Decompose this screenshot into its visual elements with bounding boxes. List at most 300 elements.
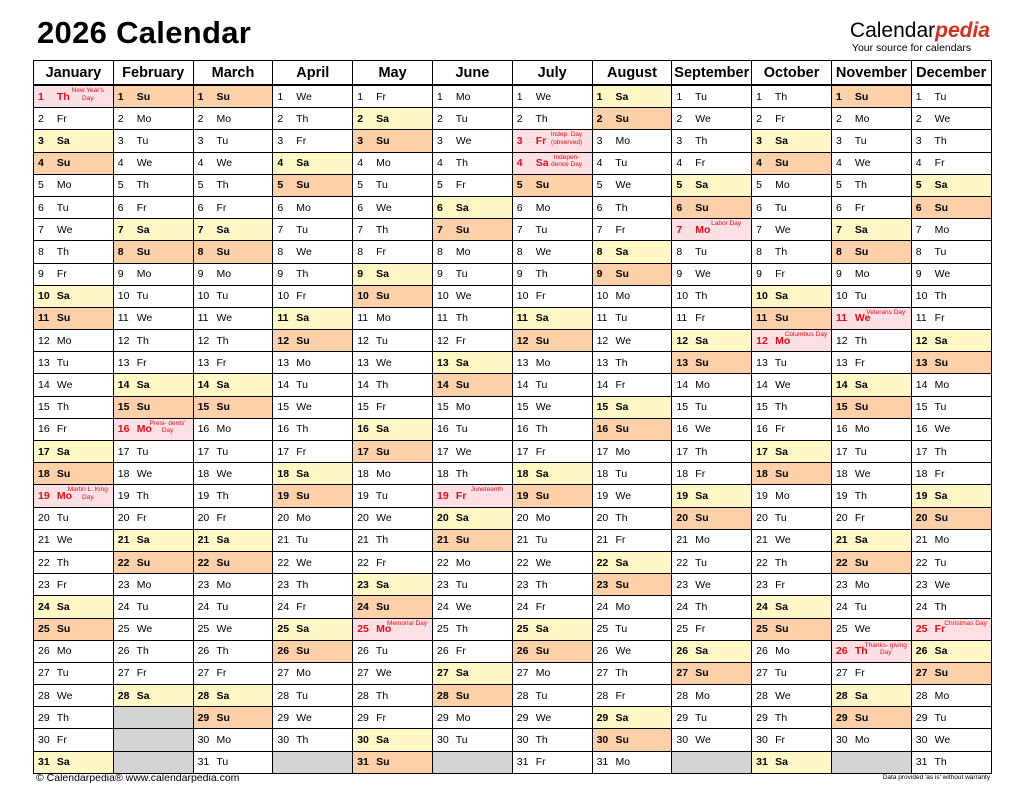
day-cell[interactable] xyxy=(831,640,911,662)
day-cell[interactable] xyxy=(432,574,512,596)
day-cell[interactable] xyxy=(592,729,672,751)
day-cell[interactable] xyxy=(752,729,832,751)
day-cell[interactable] xyxy=(273,174,353,196)
day-cell[interactable] xyxy=(911,285,991,307)
day-cell[interactable] xyxy=(193,396,273,418)
day-cell[interactable] xyxy=(512,507,592,529)
day-cell[interactable] xyxy=(432,618,512,640)
day-cell[interactable] xyxy=(752,574,832,596)
day-cell[interactable] xyxy=(353,418,433,440)
day-cell[interactable] xyxy=(592,241,672,263)
day-cell[interactable] xyxy=(831,707,911,729)
day-cell[interactable] xyxy=(432,396,512,418)
day-cell[interactable] xyxy=(592,551,672,573)
day-cell[interactable] xyxy=(831,196,911,218)
day-cell[interactable] xyxy=(592,640,672,662)
day-cell[interactable] xyxy=(34,374,114,396)
day-cell[interactable] xyxy=(752,174,832,196)
day-cell[interactable] xyxy=(34,529,114,551)
day-cell[interactable] xyxy=(353,219,433,241)
day-cell[interactable] xyxy=(34,330,114,352)
day-cell[interactable] xyxy=(672,108,752,130)
day-cell[interactable] xyxy=(193,374,273,396)
day-cell[interactable] xyxy=(193,463,273,485)
day-cell[interactable] xyxy=(193,307,273,329)
day-cell[interactable] xyxy=(273,441,353,463)
day-cell[interactable] xyxy=(34,196,114,218)
day-cell[interactable] xyxy=(432,441,512,463)
day-cell[interactable] xyxy=(911,574,991,596)
day-cell[interactable] xyxy=(752,662,832,684)
day-cell[interactable] xyxy=(911,396,991,418)
day-cell[interactable] xyxy=(911,751,991,773)
day-cell[interactable] xyxy=(831,485,911,507)
day-cell[interactable] xyxy=(592,152,672,174)
day-cell[interactable] xyxy=(113,330,193,352)
day-cell[interactable] xyxy=(193,330,273,352)
day-cell[interactable] xyxy=(353,130,433,152)
day-cell[interactable] xyxy=(193,574,273,596)
day-cell[interactable] xyxy=(432,330,512,352)
day-cell[interactable] xyxy=(672,685,752,707)
day-cell[interactable] xyxy=(592,662,672,684)
day-cell[interactable] xyxy=(34,85,114,108)
day-cell[interactable] xyxy=(672,285,752,307)
day-cell[interactable] xyxy=(831,352,911,374)
day-cell[interactable] xyxy=(752,418,832,440)
day-cell[interactable] xyxy=(831,285,911,307)
day-cell[interactable] xyxy=(193,219,273,241)
day-cell[interactable] xyxy=(752,441,832,463)
day-cell[interactable] xyxy=(113,307,193,329)
day-cell[interactable] xyxy=(831,551,911,573)
day-cell[interactable] xyxy=(911,618,991,640)
day-cell[interactable] xyxy=(672,374,752,396)
day-cell[interactable] xyxy=(752,596,832,618)
day-cell[interactable] xyxy=(113,263,193,285)
day-cell[interactable] xyxy=(193,130,273,152)
day-cell[interactable] xyxy=(273,463,353,485)
day-cell[interactable] xyxy=(752,108,832,130)
day-cell[interactable] xyxy=(831,241,911,263)
day-cell[interactable] xyxy=(113,285,193,307)
day-cell[interactable] xyxy=(273,352,353,374)
day-cell[interactable] xyxy=(831,130,911,152)
day-cell[interactable] xyxy=(831,219,911,241)
day-cell[interactable] xyxy=(752,685,832,707)
day-cell[interactable] xyxy=(512,441,592,463)
day-cell[interactable] xyxy=(193,418,273,440)
day-cell[interactable] xyxy=(113,130,193,152)
day-cell[interactable] xyxy=(911,551,991,573)
day-cell[interactable] xyxy=(512,152,592,174)
day-cell[interactable] xyxy=(592,463,672,485)
day-cell[interactable] xyxy=(432,418,512,440)
day-cell[interactable] xyxy=(752,640,832,662)
day-cell[interactable] xyxy=(193,174,273,196)
day-cell[interactable] xyxy=(672,330,752,352)
day-cell[interactable] xyxy=(831,108,911,130)
day-cell[interactable] xyxy=(113,108,193,130)
day-cell[interactable] xyxy=(432,108,512,130)
day-cell[interactable] xyxy=(911,662,991,684)
day-cell[interactable] xyxy=(831,307,911,329)
day-cell[interactable] xyxy=(672,196,752,218)
day-cell[interactable] xyxy=(34,396,114,418)
day-cell[interactable] xyxy=(592,618,672,640)
day-cell[interactable] xyxy=(831,396,911,418)
day-cell[interactable] xyxy=(592,307,672,329)
day-cell[interactable] xyxy=(911,152,991,174)
day-cell[interactable] xyxy=(752,507,832,529)
day-cell[interactable] xyxy=(193,241,273,263)
day-cell[interactable] xyxy=(592,130,672,152)
day-cell[interactable] xyxy=(672,551,752,573)
day-cell[interactable] xyxy=(34,463,114,485)
day-cell[interactable] xyxy=(113,441,193,463)
day-cell[interactable] xyxy=(353,152,433,174)
day-cell[interactable] xyxy=(672,85,752,108)
day-cell[interactable] xyxy=(672,485,752,507)
day-cell[interactable] xyxy=(432,241,512,263)
day-cell[interactable] xyxy=(193,263,273,285)
day-cell[interactable] xyxy=(911,85,991,108)
day-cell[interactable] xyxy=(273,507,353,529)
day-cell[interactable] xyxy=(273,729,353,751)
day-cell[interactable] xyxy=(432,130,512,152)
day-cell[interactable] xyxy=(113,618,193,640)
day-cell[interactable] xyxy=(911,241,991,263)
day-cell[interactable] xyxy=(34,219,114,241)
day-cell[interactable] xyxy=(672,640,752,662)
day-cell[interactable] xyxy=(512,219,592,241)
day-cell[interactable] xyxy=(193,707,273,729)
day-cell[interactable] xyxy=(911,529,991,551)
day-cell[interactable] xyxy=(353,729,433,751)
day-cell[interactable] xyxy=(752,618,832,640)
day-cell[interactable] xyxy=(512,174,592,196)
day-cell[interactable] xyxy=(512,640,592,662)
day-cell[interactable] xyxy=(592,418,672,440)
day-cell[interactable] xyxy=(273,152,353,174)
day-cell[interactable] xyxy=(34,108,114,130)
day-cell[interactable] xyxy=(911,707,991,729)
day-cell[interactable] xyxy=(752,463,832,485)
day-cell[interactable] xyxy=(432,174,512,196)
day-cell[interactable] xyxy=(353,596,433,618)
day-cell[interactable] xyxy=(273,263,353,285)
day-cell[interactable] xyxy=(432,596,512,618)
day-cell[interactable] xyxy=(512,463,592,485)
day-cell[interactable] xyxy=(911,130,991,152)
day-cell[interactable] xyxy=(273,396,353,418)
day-cell[interactable] xyxy=(432,485,512,507)
day-cell[interactable] xyxy=(512,574,592,596)
day-cell[interactable] xyxy=(592,374,672,396)
day-cell[interactable] xyxy=(831,263,911,285)
day-cell[interactable] xyxy=(672,441,752,463)
day-cell[interactable] xyxy=(512,196,592,218)
day-cell[interactable] xyxy=(911,729,991,751)
day-cell[interactable] xyxy=(911,596,991,618)
day-cell[interactable] xyxy=(752,152,832,174)
day-cell[interactable] xyxy=(911,330,991,352)
day-cell[interactable] xyxy=(831,529,911,551)
day-cell[interactable] xyxy=(353,330,433,352)
day-cell[interactable] xyxy=(512,263,592,285)
day-cell[interactable] xyxy=(34,662,114,684)
day-cell[interactable] xyxy=(752,551,832,573)
day-cell[interactable] xyxy=(752,374,832,396)
day-cell[interactable] xyxy=(592,85,672,108)
day-cell[interactable] xyxy=(831,441,911,463)
day-cell[interactable] xyxy=(512,418,592,440)
day-cell[interactable] xyxy=(34,263,114,285)
day-cell[interactable] xyxy=(592,751,672,773)
day-cell[interactable] xyxy=(831,729,911,751)
day-cell[interactable] xyxy=(34,130,114,152)
day-cell[interactable] xyxy=(113,551,193,573)
day-cell[interactable] xyxy=(592,174,672,196)
day-cell[interactable] xyxy=(113,640,193,662)
day-cell[interactable] xyxy=(353,441,433,463)
day-cell[interactable] xyxy=(672,574,752,596)
day-cell[interactable] xyxy=(592,396,672,418)
day-cell[interactable] xyxy=(911,463,991,485)
day-cell[interactable] xyxy=(752,707,832,729)
day-cell[interactable] xyxy=(193,551,273,573)
day-cell[interactable] xyxy=(911,441,991,463)
day-cell[interactable] xyxy=(34,418,114,440)
day-cell[interactable] xyxy=(672,463,752,485)
day-cell[interactable] xyxy=(353,241,433,263)
day-cell[interactable] xyxy=(193,729,273,751)
day-cell[interactable] xyxy=(831,85,911,108)
day-cell[interactable] xyxy=(353,507,433,529)
day-cell[interactable] xyxy=(512,485,592,507)
day-cell[interactable] xyxy=(432,152,512,174)
day-cell[interactable] xyxy=(672,396,752,418)
day-cell[interactable] xyxy=(911,307,991,329)
day-cell[interactable] xyxy=(752,529,832,551)
day-cell[interactable] xyxy=(273,285,353,307)
day-cell[interactable] xyxy=(592,196,672,218)
day-cell[interactable] xyxy=(831,662,911,684)
day-cell[interactable] xyxy=(34,618,114,640)
day-cell[interactable] xyxy=(34,751,114,773)
day-cell[interactable] xyxy=(432,685,512,707)
day-cell[interactable] xyxy=(752,130,832,152)
day-cell[interactable] xyxy=(193,85,273,108)
day-cell[interactable] xyxy=(193,152,273,174)
day-cell[interactable] xyxy=(273,529,353,551)
day-cell[interactable] xyxy=(831,596,911,618)
day-cell[interactable] xyxy=(911,507,991,529)
day-cell[interactable] xyxy=(273,418,353,440)
day-cell[interactable] xyxy=(273,307,353,329)
day-cell[interactable] xyxy=(193,485,273,507)
day-cell[interactable] xyxy=(353,285,433,307)
day-cell[interactable] xyxy=(432,219,512,241)
day-cell[interactable] xyxy=(512,352,592,374)
day-cell[interactable] xyxy=(672,596,752,618)
day-cell[interactable] xyxy=(592,352,672,374)
day-cell[interactable] xyxy=(113,241,193,263)
day-cell[interactable] xyxy=(193,596,273,618)
day-cell[interactable] xyxy=(193,507,273,529)
day-cell[interactable] xyxy=(592,685,672,707)
day-cell[interactable] xyxy=(831,374,911,396)
day-cell[interactable] xyxy=(512,374,592,396)
day-cell[interactable] xyxy=(512,130,592,152)
day-cell[interactable] xyxy=(113,374,193,396)
day-cell[interactable] xyxy=(672,263,752,285)
day-cell[interactable] xyxy=(432,551,512,573)
day-cell[interactable] xyxy=(752,330,832,352)
day-cell[interactable] xyxy=(353,263,433,285)
day-cell[interactable] xyxy=(193,108,273,130)
day-cell[interactable] xyxy=(273,108,353,130)
day-cell[interactable] xyxy=(592,507,672,529)
day-cell[interactable] xyxy=(432,352,512,374)
day-cell[interactable] xyxy=(193,640,273,662)
day-cell[interactable] xyxy=(831,174,911,196)
day-cell[interactable] xyxy=(512,396,592,418)
day-cell[interactable] xyxy=(831,330,911,352)
day-cell[interactable] xyxy=(672,729,752,751)
day-cell[interactable] xyxy=(672,418,752,440)
day-cell[interactable] xyxy=(432,707,512,729)
day-cell[interactable] xyxy=(911,374,991,396)
day-cell[interactable] xyxy=(273,130,353,152)
day-cell[interactable] xyxy=(113,196,193,218)
day-cell[interactable] xyxy=(672,529,752,551)
day-cell[interactable] xyxy=(193,196,273,218)
day-cell[interactable] xyxy=(34,485,114,507)
day-cell[interactable] xyxy=(34,685,114,707)
day-cell[interactable] xyxy=(273,485,353,507)
day-cell[interactable] xyxy=(592,263,672,285)
day-cell[interactable] xyxy=(752,485,832,507)
day-cell[interactable] xyxy=(512,285,592,307)
day-cell[interactable] xyxy=(911,418,991,440)
day-cell[interactable] xyxy=(512,662,592,684)
day-cell[interactable] xyxy=(592,330,672,352)
day-cell[interactable] xyxy=(672,307,752,329)
day-cell[interactable] xyxy=(273,219,353,241)
day-cell[interactable] xyxy=(113,152,193,174)
day-cell[interactable] xyxy=(34,507,114,529)
day-cell[interactable] xyxy=(432,662,512,684)
day-cell[interactable] xyxy=(592,219,672,241)
day-cell[interactable] xyxy=(512,241,592,263)
day-cell[interactable] xyxy=(193,441,273,463)
day-cell[interactable] xyxy=(353,662,433,684)
day-cell[interactable] xyxy=(353,618,433,640)
day-cell[interactable] xyxy=(911,263,991,285)
day-cell[interactable] xyxy=(113,85,193,108)
day-cell[interactable] xyxy=(672,662,752,684)
day-cell[interactable] xyxy=(512,551,592,573)
day-cell[interactable] xyxy=(113,352,193,374)
day-cell[interactable] xyxy=(592,108,672,130)
day-cell[interactable] xyxy=(911,174,991,196)
day-cell[interactable] xyxy=(432,463,512,485)
day-cell[interactable] xyxy=(512,751,592,773)
day-cell[interactable] xyxy=(752,196,832,218)
day-cell[interactable] xyxy=(432,640,512,662)
day-cell[interactable] xyxy=(512,729,592,751)
day-cell[interactable] xyxy=(353,85,433,108)
day-cell[interactable] xyxy=(752,263,832,285)
day-cell[interactable] xyxy=(113,219,193,241)
day-cell[interactable] xyxy=(34,551,114,573)
day-cell[interactable] xyxy=(911,196,991,218)
day-cell[interactable] xyxy=(752,285,832,307)
day-cell[interactable] xyxy=(752,307,832,329)
day-cell[interactable] xyxy=(752,352,832,374)
day-cell[interactable] xyxy=(113,662,193,684)
day-cell[interactable] xyxy=(911,108,991,130)
day-cell[interactable] xyxy=(353,640,433,662)
day-cell[interactable] xyxy=(672,152,752,174)
day-cell[interactable] xyxy=(672,707,752,729)
day-cell[interactable] xyxy=(512,707,592,729)
day-cell[interactable] xyxy=(273,596,353,618)
day-cell[interactable] xyxy=(432,507,512,529)
day-cell[interactable] xyxy=(512,85,592,108)
day-cell[interactable] xyxy=(752,219,832,241)
day-cell[interactable] xyxy=(273,640,353,662)
day-cell[interactable] xyxy=(353,108,433,130)
day-cell[interactable] xyxy=(353,307,433,329)
day-cell[interactable] xyxy=(831,685,911,707)
day-cell[interactable] xyxy=(512,307,592,329)
day-cell[interactable] xyxy=(113,507,193,529)
day-cell[interactable] xyxy=(432,285,512,307)
day-cell[interactable] xyxy=(113,463,193,485)
day-cell[interactable] xyxy=(273,374,353,396)
day-cell[interactable] xyxy=(592,285,672,307)
day-cell[interactable] xyxy=(752,396,832,418)
day-cell[interactable] xyxy=(512,330,592,352)
day-cell[interactable] xyxy=(193,352,273,374)
day-cell[interactable] xyxy=(432,196,512,218)
day-cell[interactable] xyxy=(353,374,433,396)
day-cell[interactable] xyxy=(592,574,672,596)
day-cell[interactable] xyxy=(592,441,672,463)
day-cell[interactable] xyxy=(512,618,592,640)
day-cell[interactable] xyxy=(353,751,433,773)
day-cell[interactable] xyxy=(911,485,991,507)
day-cell[interactable] xyxy=(34,707,114,729)
day-cell[interactable] xyxy=(273,196,353,218)
day-cell[interactable] xyxy=(831,418,911,440)
day-cell[interactable] xyxy=(113,685,193,707)
day-cell[interactable] xyxy=(353,529,433,551)
day-cell[interactable] xyxy=(273,685,353,707)
day-cell[interactable] xyxy=(353,174,433,196)
day-cell[interactable] xyxy=(34,241,114,263)
day-cell[interactable] xyxy=(273,574,353,596)
day-cell[interactable] xyxy=(34,441,114,463)
day-cell[interactable] xyxy=(353,707,433,729)
day-cell[interactable] xyxy=(113,485,193,507)
day-cell[interactable] xyxy=(193,529,273,551)
day-cell[interactable] xyxy=(592,529,672,551)
day-cell[interactable] xyxy=(34,152,114,174)
day-cell[interactable] xyxy=(432,263,512,285)
